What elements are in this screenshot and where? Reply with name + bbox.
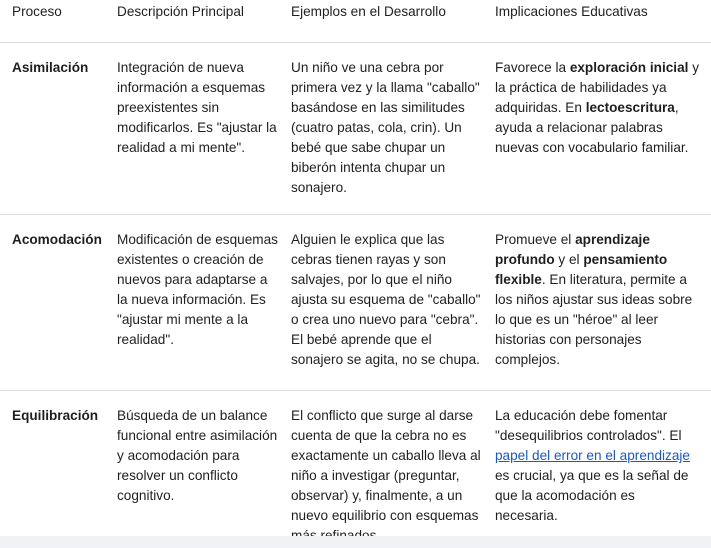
cell-proceso: Asimilación bbox=[0, 43, 117, 215]
bold-term: pensamiento flexible bbox=[495, 252, 668, 287]
cell-ejemplos: Alguien le explica que las cebras tienen rayas y son salvajes, por lo que el niño ajusta su esquema de "caballo" o crea uno nuevo para "cebra". El bebé aprende que el sonajero se agita, no se chupa. bbox=[291, 215, 495, 391]
table-row bbox=[0, 43, 711, 215]
cell-implicaciones: Promueve el aprendizaje profundo y el pensamiento flexible. En literatura, permite a los niños ajustar sus ideas sobre lo que es un "héroe" al leer historias con personajes complejos. bbox=[495, 215, 711, 391]
table-row bbox=[0, 215, 711, 391]
bottom-scroll-area bbox=[0, 536, 711, 548]
error-role-link[interactable]: papel del error en el aprendizaje bbox=[495, 448, 690, 463]
cell-implicaciones: Favorece la exploración inicial y la práctica de habilidades ya adquiridas. En lectoescritura, ayuda a relacionar palabras nuevas con vocabulario familiar. bbox=[495, 43, 711, 215]
cell-ejemplos: Un niño ve una cebra por primera vez y la llama "caballo" basándose en las similitudes (cuatro patas, cola, crin). Un bebé que sabe chupar un biberón intenta chupar un sonajero. bbox=[291, 43, 495, 215]
cell-proceso: Acomodación bbox=[0, 215, 117, 391]
header-ejemplos: Ejemplos en el Desarrollo bbox=[291, 0, 495, 43]
header-proceso: Proceso bbox=[0, 0, 117, 43]
cell-descripcion: Integración de nueva información a esquemas preexistentes sin modificarlos. Es "ajustar la realidad a mi mente". bbox=[117, 43, 291, 215]
cell-ejemplos: El conflicto que surge al darse cuenta de que la cebra no es exactamente un caballo lleva al niño a investigar (preguntar, observar) y, finalmente, a un nuevo equilibrio con esquemas bbox=[291, 391, 495, 548]
cell-descripcion: Modificación de esquemas existentes o creación de nuevos para adaptarse a la nueva información. Es "ajustar mi mente a la realidad". bbox=[117, 215, 291, 391]
header-descripcion: Descripción Principal bbox=[117, 0, 291, 43]
table-row bbox=[0, 391, 711, 548]
table-header-row bbox=[0, 0, 711, 43]
bold-term: lectoescritura bbox=[585, 100, 675, 115]
cell-descripcion: Búsqueda de un balance funcional entre asimilación y acomodación para resolver un conflicto cognitivo. bbox=[117, 391, 291, 548]
bold-term: exploración inicial bbox=[569, 60, 689, 75]
bold-term: aprendizaje profundo bbox=[495, 232, 650, 267]
header-implicaciones: Implicaciones Educativas bbox=[495, 0, 711, 43]
cell-proceso: Equilibración bbox=[0, 391, 117, 548]
cell-implicaciones: La educación debe fomentar "desequilibrios controlados". El papel del error en el aprendizaje es crucial, ya que es la señal de que la acomodación es necesaria. bbox=[495, 391, 711, 548]
